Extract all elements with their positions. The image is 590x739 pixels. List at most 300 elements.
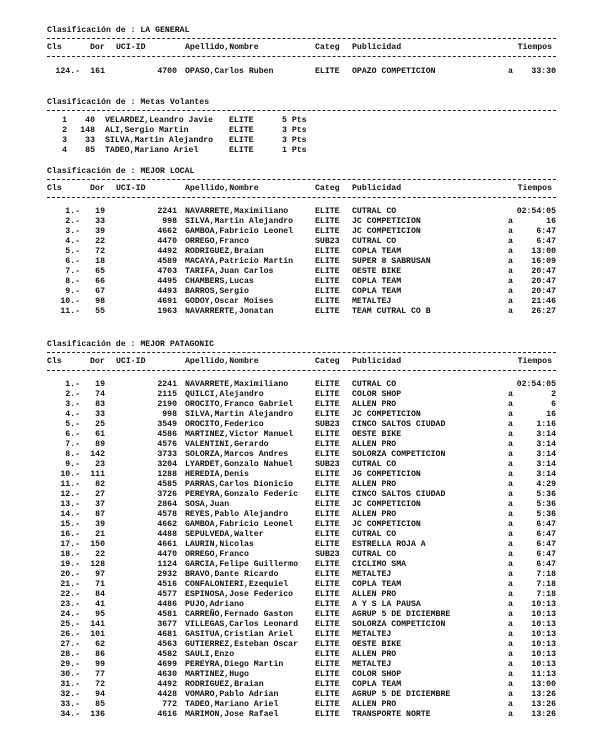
table-row (0, 227, 590, 237)
header-publicidad: Publicidad (352, 184, 402, 193)
categ-cell: ELITE (315, 600, 340, 609)
name-cell: TARIFA,Juan Carlos (185, 267, 274, 276)
gap-marker-cell: a (508, 570, 513, 579)
publicidad-cell: CUTRAL CO (352, 237, 397, 246)
categ-cell: ELITE (315, 470, 340, 479)
dorsal-cell: 85 (95, 700, 105, 709)
list-item (0, 126, 590, 136)
dorsal-cell: 19 (95, 207, 105, 216)
section-title: Clasificación de : MEJOR PATAGONIC (47, 340, 215, 349)
rank-cell: 34.- (60, 710, 80, 719)
list-item (0, 146, 590, 156)
gap-marker-cell: a (508, 460, 513, 469)
uci-id-cell: 4578 (157, 510, 177, 519)
header-publicidad: Publicidad (352, 43, 402, 52)
dorsal-cell: 39 (95, 227, 105, 236)
divider (47, 197, 556, 198)
gap-marker-cell: a (508, 530, 513, 539)
uci-id-cell: 3204 (157, 460, 177, 469)
gap-marker-cell: a (508, 420, 513, 429)
rank-cell: 6.- (65, 257, 80, 266)
gap-marker-cell: a (508, 400, 513, 409)
table-row (0, 700, 590, 710)
divider (47, 38, 556, 39)
table-row (0, 480, 590, 490)
table-row (0, 307, 590, 317)
table-row (0, 520, 590, 530)
uci-id-cell: 4486 (157, 600, 177, 609)
header-cls: Cls (47, 357, 62, 366)
gap-marker-cell: a (508, 610, 513, 619)
categ-cell: ELITE (315, 520, 340, 529)
uci-id-cell: 4691 (157, 297, 177, 306)
name-cell: HEREDIA,Denis (185, 470, 249, 479)
time-cell: 5:36 (536, 500, 556, 509)
uci-id-cell: 2241 (157, 380, 177, 389)
name-cell: NAVARRETE,Maximiliano (185, 380, 289, 389)
header-name: Apellido,Nombre (185, 357, 259, 366)
publicidad-cell: JC COMPETICION (352, 227, 421, 236)
header-cls: Cls (47, 184, 62, 193)
uci-id-cell: 4585 (157, 480, 177, 489)
time-cell: 3:14 (536, 470, 556, 479)
publicidad-cell: METALTEJ (352, 660, 392, 669)
categ-cell: ELITE (315, 207, 340, 216)
publicidad-cell: COLOR SHOP (352, 390, 402, 399)
header-dor: Dor (90, 184, 105, 193)
name-cell: CONFALONIERI,Ezequiel (185, 580, 289, 589)
publicidad-cell: JC COMPETICION (352, 217, 421, 226)
time-cell: 20:47 (531, 277, 556, 286)
gap-marker-cell: a (508, 620, 513, 629)
header-tiempos: Tiempos (517, 43, 552, 52)
name-cell: ESPINOSA,Jose Federico (185, 590, 294, 599)
gap-marker-cell: a (508, 490, 513, 499)
rank-cell: 12.- (60, 490, 80, 499)
rank-cell: 24.- (60, 610, 80, 619)
dorsal-cell: 99 (95, 660, 105, 669)
publicidad-cell: OPAZO COMPETICION (352, 67, 436, 76)
uci-id-cell: 4470 (157, 237, 177, 246)
uci-id-cell: 1963 (157, 307, 177, 316)
publicidad-cell: JC COMPETICION (352, 500, 421, 509)
rank-cell: 19.- (60, 560, 80, 569)
dorsal-cell: 95 (95, 610, 105, 619)
rank-cell: 1 (62, 116, 67, 125)
dorsal-cell: 89 (95, 440, 105, 449)
header-dor: Dor (90, 357, 105, 366)
rank-cell: 31.- (60, 680, 80, 689)
categ-cell: ELITE (315, 670, 340, 679)
divider (47, 110, 556, 111)
categ-cell: ELITE (315, 267, 340, 276)
rank-cell: 4.- (65, 237, 80, 246)
points-cell: 1 Pts (282, 146, 307, 155)
name-cell: OROCITO,Franco Gabriel (185, 400, 294, 409)
time-cell: 33:30 (531, 67, 556, 76)
publicidad-cell: CINCO SALTOS CIUDAD (352, 490, 446, 499)
name-cell: GARCIA,Felipe Guillermo (185, 560, 299, 569)
dorsal-cell: 23 (95, 460, 105, 469)
header-publicidad: Publicidad (352, 357, 402, 366)
uci-id-cell: 4576 (157, 440, 177, 449)
dorsal-cell: 136 (90, 710, 105, 719)
uci-id-cell: 4488 (157, 530, 177, 539)
name-cell: ORREGO,Franco (185, 550, 249, 559)
header-categ: Categ (315, 184, 340, 193)
gap-marker-cell: a (508, 690, 513, 699)
time-cell: 6:47 (536, 520, 556, 529)
publicidad-cell: COLOR SHOP (352, 670, 402, 679)
publicidad-cell: OESTE BIKE (352, 430, 402, 439)
publicidad-cell: SUPER 8 SABRUSAN (352, 257, 431, 266)
gap-marker-cell: a (508, 670, 513, 679)
uci-id-cell: 4662 (157, 520, 177, 529)
rank-cell: 32.- (60, 690, 80, 699)
rank-cell: 21.- (60, 580, 80, 589)
categ-cell: ELITE (315, 660, 340, 669)
publicidad-cell: JC COMPETICION (352, 520, 421, 529)
table-header (0, 43, 590, 53)
table-row (0, 440, 590, 450)
header-tiempos: Tiempos (517, 184, 552, 193)
publicidad-cell: ALLEN PRO (352, 400, 397, 409)
categ-cell: ELITE (315, 390, 340, 399)
dorsal-cell: 142 (90, 450, 105, 459)
name-cell: SOSA,Juan (185, 500, 230, 509)
header-uci-id: UCI-ID (116, 43, 146, 52)
name-cell: SILVA,Martin Alejandro (185, 217, 294, 226)
dorsal-cell: 33 (95, 410, 105, 419)
name-cell: GAMBOA,Fabricio Leonel (185, 227, 294, 236)
name-cell: REYES,Pablo Alejandro (185, 510, 289, 519)
name-cell: VALENTINI,Gerardo (185, 440, 269, 449)
time-cell: 5:36 (536, 510, 556, 519)
uci-id-cell: 4662 (157, 227, 177, 236)
rank-cell: 7.- (65, 267, 80, 276)
dorsal-cell: 41 (95, 600, 105, 609)
table-row (0, 380, 590, 390)
uci-id-cell: 2115 (157, 390, 177, 399)
time-cell: 26:27 (531, 307, 556, 316)
section-title: Clasificación de : Metas Volantes (47, 98, 210, 107)
time-cell: 3:14 (536, 430, 556, 439)
publicidad-cell: AGRUP 5 DE DICIEMBRE (352, 690, 451, 699)
categ-cell: ELITE (315, 630, 340, 639)
publicidad-cell: TRANSPORTE NORTE (352, 710, 431, 719)
dorsal-cell: 128 (90, 560, 105, 569)
gap-marker-cell: a (508, 297, 513, 306)
name-cell: GASITUA,Cristian Ariel (185, 630, 294, 639)
publicidad-cell: COPLA TEAM (352, 277, 402, 286)
table-row (0, 67, 590, 77)
time-cell: 16:09 (531, 257, 556, 266)
name-cell: GUTIERREZ,Esteban Oscar (185, 640, 299, 649)
gap-marker-cell: a (508, 67, 513, 76)
uci-id-cell: 2864 (157, 500, 177, 509)
name-cell: ALI,Sergio Martin (105, 126, 189, 135)
time-cell: 6:47 (536, 540, 556, 549)
categ-cell: ELITE (315, 710, 340, 719)
uci-id-cell: 4703 (157, 267, 177, 276)
categ-cell: ELITE (315, 530, 340, 539)
categ-cell: ELITE (229, 146, 254, 155)
categ-cell: ELITE (315, 380, 340, 389)
time-cell: 3:14 (536, 440, 556, 449)
divider (47, 352, 556, 353)
time-cell: 2 (551, 390, 556, 399)
header-name: Apellido,Nombre (185, 43, 259, 52)
gap-marker-cell: a (508, 510, 513, 519)
rank-cell: 7.- (65, 440, 80, 449)
uci-id-cell: 1124 (157, 560, 177, 569)
table-row (0, 390, 590, 400)
categ-cell: ELITE (315, 400, 340, 409)
rank-cell: 4.- (65, 410, 80, 419)
table-row (0, 287, 590, 297)
uci-id-cell: 4563 (157, 640, 177, 649)
rank-cell: 3 (62, 136, 67, 145)
rank-cell: 3.- (65, 227, 80, 236)
gap-marker-cell: a (508, 440, 513, 449)
name-cell: VOMARO,Pablo Adrian (185, 690, 279, 699)
dorsal-cell: 39 (95, 520, 105, 529)
uci-id-cell: 3677 (157, 620, 177, 629)
time-cell: 5:36 (536, 490, 556, 499)
rank-cell: 2.- (65, 390, 80, 399)
rank-cell: 1.- (65, 207, 80, 216)
rank-cell: 30.- (60, 670, 80, 679)
publicidad-cell: CUTRAL CO (352, 550, 397, 559)
dorsal-cell: 37 (95, 500, 105, 509)
dorsal-cell: 85 (85, 146, 95, 155)
table-row (0, 420, 590, 430)
rank-cell: 26.- (60, 630, 80, 639)
dorsal-cell: 87 (95, 510, 105, 519)
table-row (0, 690, 590, 700)
gap-marker-cell: a (508, 680, 513, 689)
publicidad-cell: SOLORZA COMPETICION (352, 620, 446, 629)
dorsal-cell: 161 (90, 67, 105, 76)
time-cell: 02:54:05 (516, 380, 556, 389)
table-row (0, 450, 590, 460)
dorsal-cell: 22 (95, 550, 105, 559)
publicidad-cell: COPLA TEAM (352, 247, 402, 256)
gap-marker-cell: a (508, 217, 513, 226)
rank-cell: 20.- (60, 570, 80, 579)
rank-cell: 16.- (60, 530, 80, 539)
dorsal-cell: 40 (85, 116, 95, 125)
gap-marker-cell: a (508, 227, 513, 236)
rank-cell: 2 (62, 126, 67, 135)
rank-cell: 1.- (65, 380, 80, 389)
time-cell: 6:47 (536, 550, 556, 559)
publicidad-cell: CICLIMO SMA (352, 560, 407, 569)
time-cell: 7:18 (536, 590, 556, 599)
dorsal-cell: 66 (95, 277, 105, 286)
divider (47, 179, 556, 180)
header-categ: Categ (315, 43, 340, 52)
publicidad-cell: CUTRAL CO (352, 207, 397, 216)
publicidad-cell: METALTEJ (352, 297, 392, 306)
rank-cell: 17.- (60, 540, 80, 549)
name-cell: SEPULVEDA,Walter (185, 530, 264, 539)
rank-cell: 5.- (65, 420, 80, 429)
table-row (0, 247, 590, 257)
dorsal-cell: 141 (90, 620, 105, 629)
table-row (0, 530, 590, 540)
categ-cell: ELITE (315, 500, 340, 509)
gap-marker-cell: a (508, 520, 513, 529)
header-tiempos: Tiempos (517, 357, 552, 366)
table-row (0, 650, 590, 660)
time-cell: 13:26 (531, 710, 556, 719)
categ-cell: ELITE (315, 307, 340, 316)
categ-cell: ELITE (315, 257, 340, 266)
categ-cell: ELITE (315, 610, 340, 619)
publicidad-cell: CINCO SALTOS CIUDAD (352, 420, 446, 429)
header-name: Apellido,Nombre (185, 184, 259, 193)
time-cell: 1:16 (536, 420, 556, 429)
table-row (0, 600, 590, 610)
dorsal-cell: 83 (95, 400, 105, 409)
gap-marker-cell: a (508, 600, 513, 609)
table-row (0, 590, 590, 600)
uci-id-cell: 4516 (157, 580, 177, 589)
rank-cell: 11.- (60, 307, 80, 316)
categ-cell: ELITE (315, 690, 340, 699)
table-row (0, 430, 590, 440)
uci-id-cell: 1288 (157, 470, 177, 479)
name-cell: MACAYA,Patricio Martin (185, 257, 294, 266)
table-row (0, 610, 590, 620)
categ-cell: ELITE (315, 540, 340, 549)
categ-cell: ELITE (315, 217, 340, 226)
categ-cell: ELITE (315, 297, 340, 306)
publicidad-cell: SOLORZA COMPETICION (352, 450, 446, 459)
name-cell: PEREYRA,Diego Martin (185, 660, 284, 669)
gap-marker-cell: a (508, 287, 513, 296)
table-row (0, 710, 590, 720)
table-row (0, 660, 590, 670)
table-row (0, 410, 590, 420)
uci-id-cell: 4586 (157, 430, 177, 439)
gap-marker-cell: a (508, 650, 513, 659)
rank-cell: 8.- (65, 450, 80, 459)
rank-cell: 27.- (60, 640, 80, 649)
gap-marker-cell: a (508, 480, 513, 489)
points-cell: 3 Pts (282, 136, 307, 145)
publicidad-cell: OESTE BIKE (352, 640, 402, 649)
name-cell: VELARDEZ,Leandro Javie (105, 116, 214, 125)
name-cell: GODOY,Oscar Moises (185, 297, 274, 306)
time-cell: 4:29 (536, 480, 556, 489)
gap-marker-cell: a (508, 710, 513, 719)
categ-cell: SUB23 (315, 237, 340, 246)
gap-marker-cell: a (508, 630, 513, 639)
publicidad-cell: ESTRELLA ROJA A (352, 540, 426, 549)
time-cell: 02:54:05 (516, 207, 556, 216)
publicidad-cell: CUTRAL CO (352, 380, 397, 389)
publicidad-cell: A Y S LA PAUSA (352, 600, 421, 609)
name-cell: OPASO,Carlos Ruben (185, 67, 274, 76)
time-cell: 10:13 (531, 620, 556, 629)
time-cell: 13:00 (531, 247, 556, 256)
divider (47, 56, 556, 57)
categ-cell: ELITE (315, 430, 340, 439)
uci-id-cell: 4577 (157, 590, 177, 599)
dorsal-cell: 74 (95, 390, 105, 399)
name-cell: VILLEGAS,Carlos Leonard (185, 620, 299, 629)
categ-cell: ELITE (229, 136, 254, 145)
name-cell: OROCITO,Federico (185, 420, 264, 429)
name-cell: PARRAS,Carlos Dionicio (185, 480, 294, 489)
publicidad-cell: TEAM CUTRAL CO B (352, 307, 431, 316)
rank-cell: 124.- (55, 67, 80, 76)
time-cell: 21:46 (531, 297, 556, 306)
name-cell: RODRIGUEZ,Braian (185, 247, 264, 256)
dorsal-cell: 111 (90, 470, 105, 479)
name-cell: MARTINEZ,Victor Manuel (185, 430, 294, 439)
uci-id-cell: 3733 (157, 450, 177, 459)
table-row (0, 620, 590, 630)
time-cell: 6:47 (536, 237, 556, 246)
categ-cell: ELITE (315, 620, 340, 629)
dorsal-cell: 148 (80, 126, 95, 135)
publicidad-cell: AGRUP 5 DE DICIEMBRE (352, 610, 451, 619)
publicidad-cell: ALLEN PRO (352, 590, 397, 599)
header-uci-id: UCI-ID (116, 357, 146, 366)
publicidad-cell: COPLA TEAM (352, 680, 402, 689)
gap-marker-cell: a (508, 660, 513, 669)
name-cell: LAURIN,Nicolas (185, 540, 254, 549)
rank-cell: 33.- (60, 700, 80, 709)
rank-cell: 10.- (60, 470, 80, 479)
categ-cell: ELITE (315, 510, 340, 519)
categ-cell: ELITE (315, 287, 340, 296)
dorsal-cell: 33 (95, 217, 105, 226)
table-row (0, 470, 590, 480)
gap-marker-cell: a (508, 550, 513, 559)
name-cell: NAVARRERTE,Jonatan (185, 307, 274, 316)
publicidad-cell: ALLEN PRO (352, 510, 397, 519)
categ-cell: ELITE (315, 490, 340, 499)
gap-marker-cell: a (508, 540, 513, 549)
table-row (0, 580, 590, 590)
table-row (0, 560, 590, 570)
dorsal-cell: 72 (95, 247, 105, 256)
dorsal-cell: 71 (95, 580, 105, 589)
rank-cell: 15.- (60, 520, 80, 529)
gap-marker-cell: a (508, 640, 513, 649)
categ-cell: SUB23 (315, 550, 340, 559)
uci-id-cell: 4581 (157, 610, 177, 619)
publicidad-cell: ALLEN PRO (352, 700, 397, 709)
uci-id-cell: 998 (162, 410, 177, 419)
publicidad-cell: METALTEJ (352, 570, 392, 579)
dorsal-cell: 98 (95, 297, 105, 306)
name-cell: NAVARRETE,Maximiliano (185, 207, 289, 216)
rank-cell: 10.- (60, 297, 80, 306)
categ-cell: ELITE (315, 227, 340, 236)
categ-cell: ELITE (315, 480, 340, 489)
time-cell: 6:47 (536, 530, 556, 539)
rank-cell: 14.- (60, 510, 80, 519)
name-cell: RODRIGUEZ,Braian (185, 680, 264, 689)
publicidad-cell: ALLEN PRO (352, 650, 397, 659)
gap-marker-cell: a (508, 450, 513, 459)
table-row (0, 237, 590, 247)
